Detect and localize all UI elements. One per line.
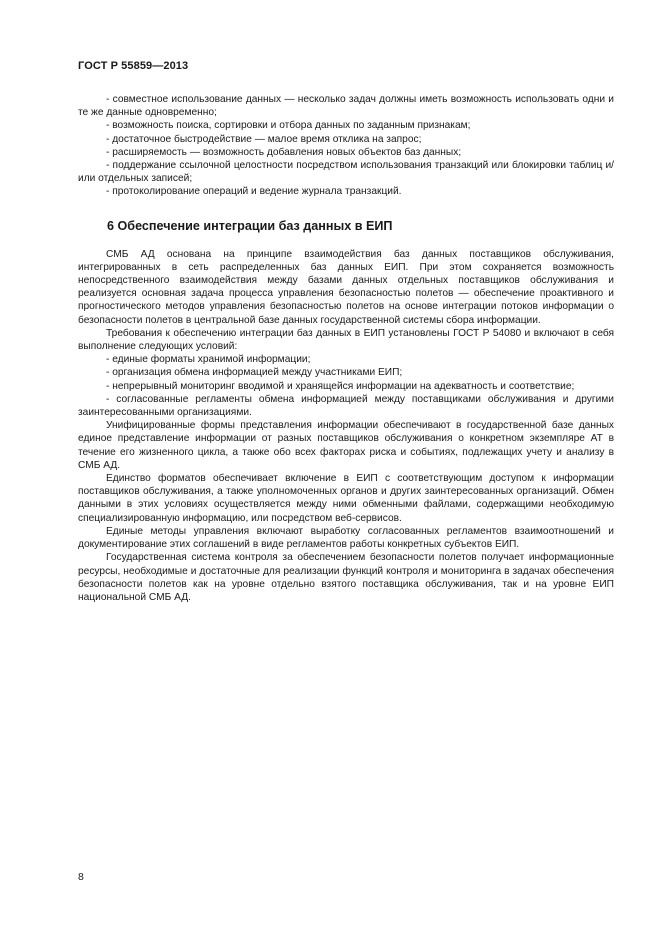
paragraph: СМБ АД основана на принципе взаимодействия баз данных поставщиков обслуживания, интегрированных в сеть распределенных баз данных ЕИП. При этом сохраняется возможность непосредственного взаимодействия между базами данных отдельных поставщиков обслуживания и реализуется основная задача процесса управления безопасностью полетов — обеспечение проактивного и прогностического методов управления безопасностью полетов на основе интеграции потоков информации о безопасности полетов в центральной базе данных государственной системы сбора информации. — [78, 248, 614, 326]
paragraph: Требования к обеспечению интеграции баз данных в ЕИП установлены ГОСТ Р 54080 и включают в себя выполнение следующих условий: — [78, 327, 614, 353]
list-item: - совместное использование данных — несколько задач должны иметь возможность использовать одни и те же данные одновременно; — [78, 94, 614, 119]
document-header: ГОСТ Р 55859—2013 — [78, 60, 189, 72]
list-item: - протоколирование операций и ведение журнала транзакций. — [106, 186, 402, 198]
intro-list — [78, 93, 614, 199]
list-item: - возможность поиска, сортировки и отбора данных по заданным признакам; — [106, 120, 471, 132]
page-number: 8 — [78, 871, 84, 883]
list-item: - достаточное быстродействие — малое время отклика на запрос; — [106, 133, 422, 145]
requirements-list — [78, 353, 614, 419]
page-content — [78, 93, 614, 604]
list-item: - расширяемость — возможность добавления новых объектов баз данных; — [106, 146, 462, 158]
paragraph: Единство форматов обеспечивает включение в ЕИП с соответствующим доступом к информации поставщиков обслуживания, а также уполномоченных органов и других заинтересованных организаций. Обмен данными в этих условиях осуществляется между ними обменными файлами, содержащими необходимую специализированную информацию, или посредством веб-сервисов. — [78, 473, 614, 524]
list-item: - единые форматы хранимой информации; — [106, 354, 311, 366]
paragraph: Государственная система контроля за обеспечением безопасности полетов получает информационные ресурсы, необходимые и достаточные для реализации функций контроля и мониторинга в задачах обеспечения безопасности полетов как на уровне отдельно взятого поставщика обслуживания, так и на уровне ЕИП национальной СМБ АД. — [78, 552, 614, 603]
paragraph: Унифицированные формы представления информации обеспечивают в государственной базе данных единое представление информации от разных поставщиков обслуживания о конкретном экземпляре АТ в течение его жизненного цикла, а также обо всех факторах риска и событиях, подлежащих учету и анализу в СМБ АД. — [78, 420, 614, 471]
list-item: - непрерывный мониторинг вводимой и хранящейся информации на адекватность и соответствие; — [106, 380, 575, 392]
list-item: - организация обмена информацией между участниками ЕИП; — [106, 367, 403, 379]
list-item: - согласованные регламенты обмена информацией между поставщиками обслуживания и другими заинтересованными организациями. — [78, 393, 614, 419]
list-item: - поддержание ссылочной целостности посредством использования транзакций или блокировки таблиц и/или отдельных записей; — [78, 160, 614, 185]
paragraph: Единые методы управления включают выработку согласованных регламентов взаимоотношений и документирование этих соглашений в виде регламентов работы конкретных субъектов ЕИП. — [78, 525, 614, 551]
section-heading: 6 Обеспечение интеграции баз данных в ЕИП — [107, 218, 393, 233]
